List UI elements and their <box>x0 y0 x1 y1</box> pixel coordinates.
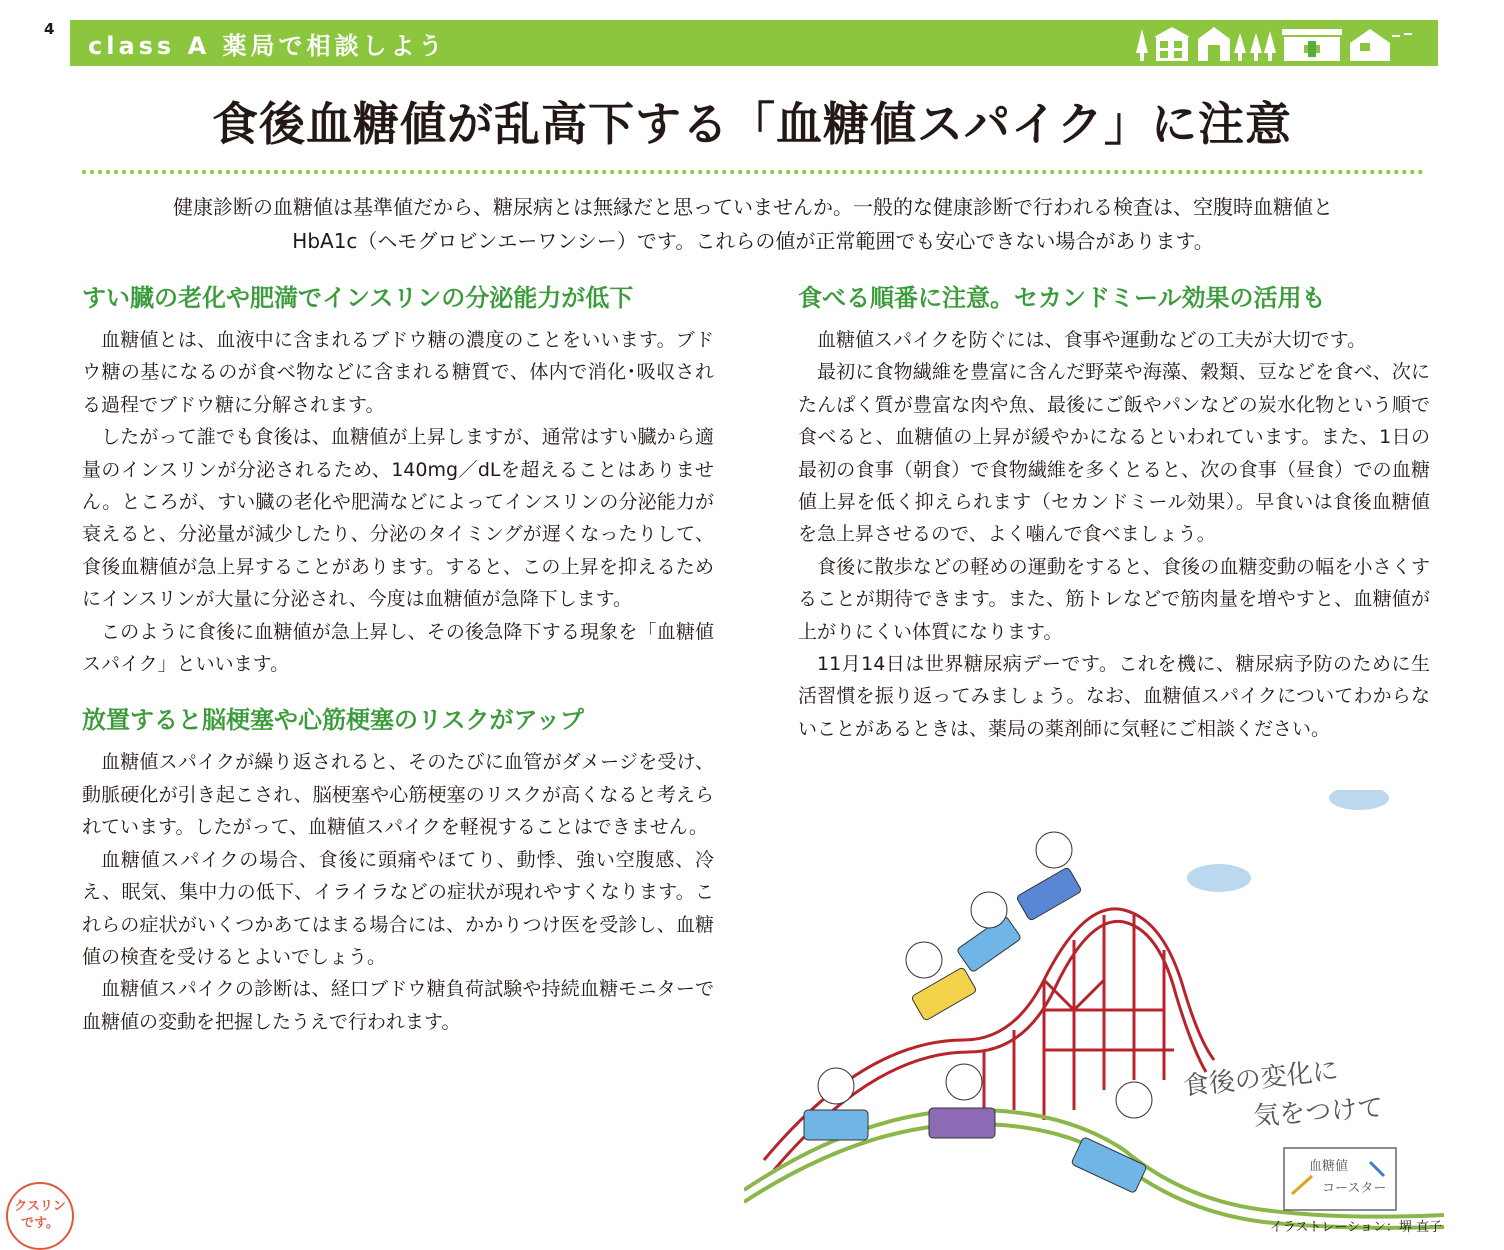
sign-line: コースター <box>1322 1181 1387 1196</box>
lead-line: 健康診断の血糖値は基準値だから、糖尿病とは無縁だと思っていませんか。一般的な健康診断で行われる検査は、空腹時血糖値と <box>173 195 1333 219</box>
paragraph: 血糖値とは、血液中に含まれるブドウ糖の濃度のことをいいます。ブドウ糖の基になるのが食べ物などに含まれる糖質で、体内で消化･吸収される過程でブドウ糖に分解されます。 <box>82 329 714 416</box>
paragraph: 食後に散歩などの軽めの運動をすると、食後の血糖変動の幅を小さくすることが期待できます。また、筋トレなどで筋肉量を増やすと、血糖値が上がりにくい体質になります。 <box>798 555 1430 643</box>
paragraph: 血糖値スパイクの場合、食後に頭痛やほてり、動悸、強い空腹感、冷え、眠気、集中力の低下、イライラなどの症状が現れやすくなります。これらの症状がいくつかあてはまる場合には、かかりつけ医を受診し、血糖値の検査を受けるとよいでしょう。 <box>82 848 714 968</box>
paragraph: 11月14日は世界糖尿病デーです。これを機に、糖尿病予防のために生活習慣を振り返ってみましょう。なお、血糖値スパイクについてわからないことがあるときは、薬局の薬剤師に気軽にご相談ください。 <box>798 653 1430 740</box>
lead-line: HbA1c（ヘモグロビンエーワンシー）です。これらの値が正常範囲でも安心できない場合があります。 <box>292 229 1214 253</box>
paragraph: 血糖値スパイクを防ぐには、食事や運動などの工夫が大切です。 <box>817 329 1367 351</box>
section-title: class A 薬局で相談しよう <box>88 32 447 60</box>
section-heading-eating-order: 食べる順番に注意。セカンドミール効果の活用も <box>798 284 1326 312</box>
section-band <box>70 20 1438 66</box>
badge-line: です。 <box>21 1216 59 1231</box>
paragraph: 最初に食物繊維を豊富に含んだ野菜や海藻、穀類、豆などを食べ、次にたんぱく質が豊富な肉や魚、最後にご飯やパンなどの炭水化物という順で食べると、血糖値の上昇が緩やかになるといわれています。また、1日の最初の食事（朝食）で食物繊維を多くとると、次の食事（昼食）での血糖値上昇を低く抑えられます（セカンドミール効果）。早食いは食後血糖値を急上昇させるので、よく噛んで食べましょう。 <box>798 361 1430 546</box>
illustration-caption-line: 食後の変化に <box>1181 1055 1340 1102</box>
right-column <box>798 280 1430 745</box>
section-heading-insulin: すい臓の老化や肥満でインスリンの分泌能力が低下 <box>82 284 634 312</box>
kusurin-badge <box>6 1182 74 1250</box>
left-column <box>82 280 714 1038</box>
paragraph: 血糖値スパイクの診断は、経口ブドウ糖負荷試験や持続血糖モニターで血糖値の変動を把握したうえで行われます。 <box>82 978 714 1033</box>
town-icon <box>1134 23 1424 63</box>
page-number: 4 <box>44 20 55 38</box>
paragraph: 血糖値スパイクが繰り返されると、そのたびに血管がダメージを受け、動脈硬化が引き起こされ、脳梗塞や心筋梗塞のリスクが高くなると考えられています。したがって、血糖値スパイクを軽視することはできません。 <box>82 751 714 839</box>
lead-text <box>82 190 1424 258</box>
section-heading-risk: 放置すると脳梗塞や心筋梗塞のリスクがアップ <box>82 706 584 735</box>
illustration-caption-line: 気をつけて <box>1252 1092 1385 1132</box>
title-divider <box>82 170 1424 174</box>
roller-coaster-illustration <box>744 790 1444 1230</box>
sign-line: 血糖値 <box>1309 1159 1349 1174</box>
paragraph: したがって誰でも食後は、血糖値が上昇しますが、通常はすい臓から適量のインスリンが分泌されるため、140mg／dLを超えることはありません。ところが、すい臓の老化や肥満などによってインスリンの分泌能力が衰えると、分泌量が減少したり、分泌のタイミングが遅くなったりして、食後血糖値が急上昇することがあります。すると、この上昇を抑えるためにインスリンが大量に分泌され、今度は血糖値が急降下します。 <box>82 426 714 611</box>
paragraph: このように食後に血糖値が急上昇し、その後急降下する現象を「血糖値スパイク」といいます。 <box>82 620 714 676</box>
article-title: 食後血糖値が乱高下する「血糖値スパイク」に注意 <box>211 97 1293 151</box>
badge-line: クスリン <box>14 1199 66 1214</box>
illustration-credit: イラストレーション：堺 直子 <box>1269 1220 1442 1235</box>
